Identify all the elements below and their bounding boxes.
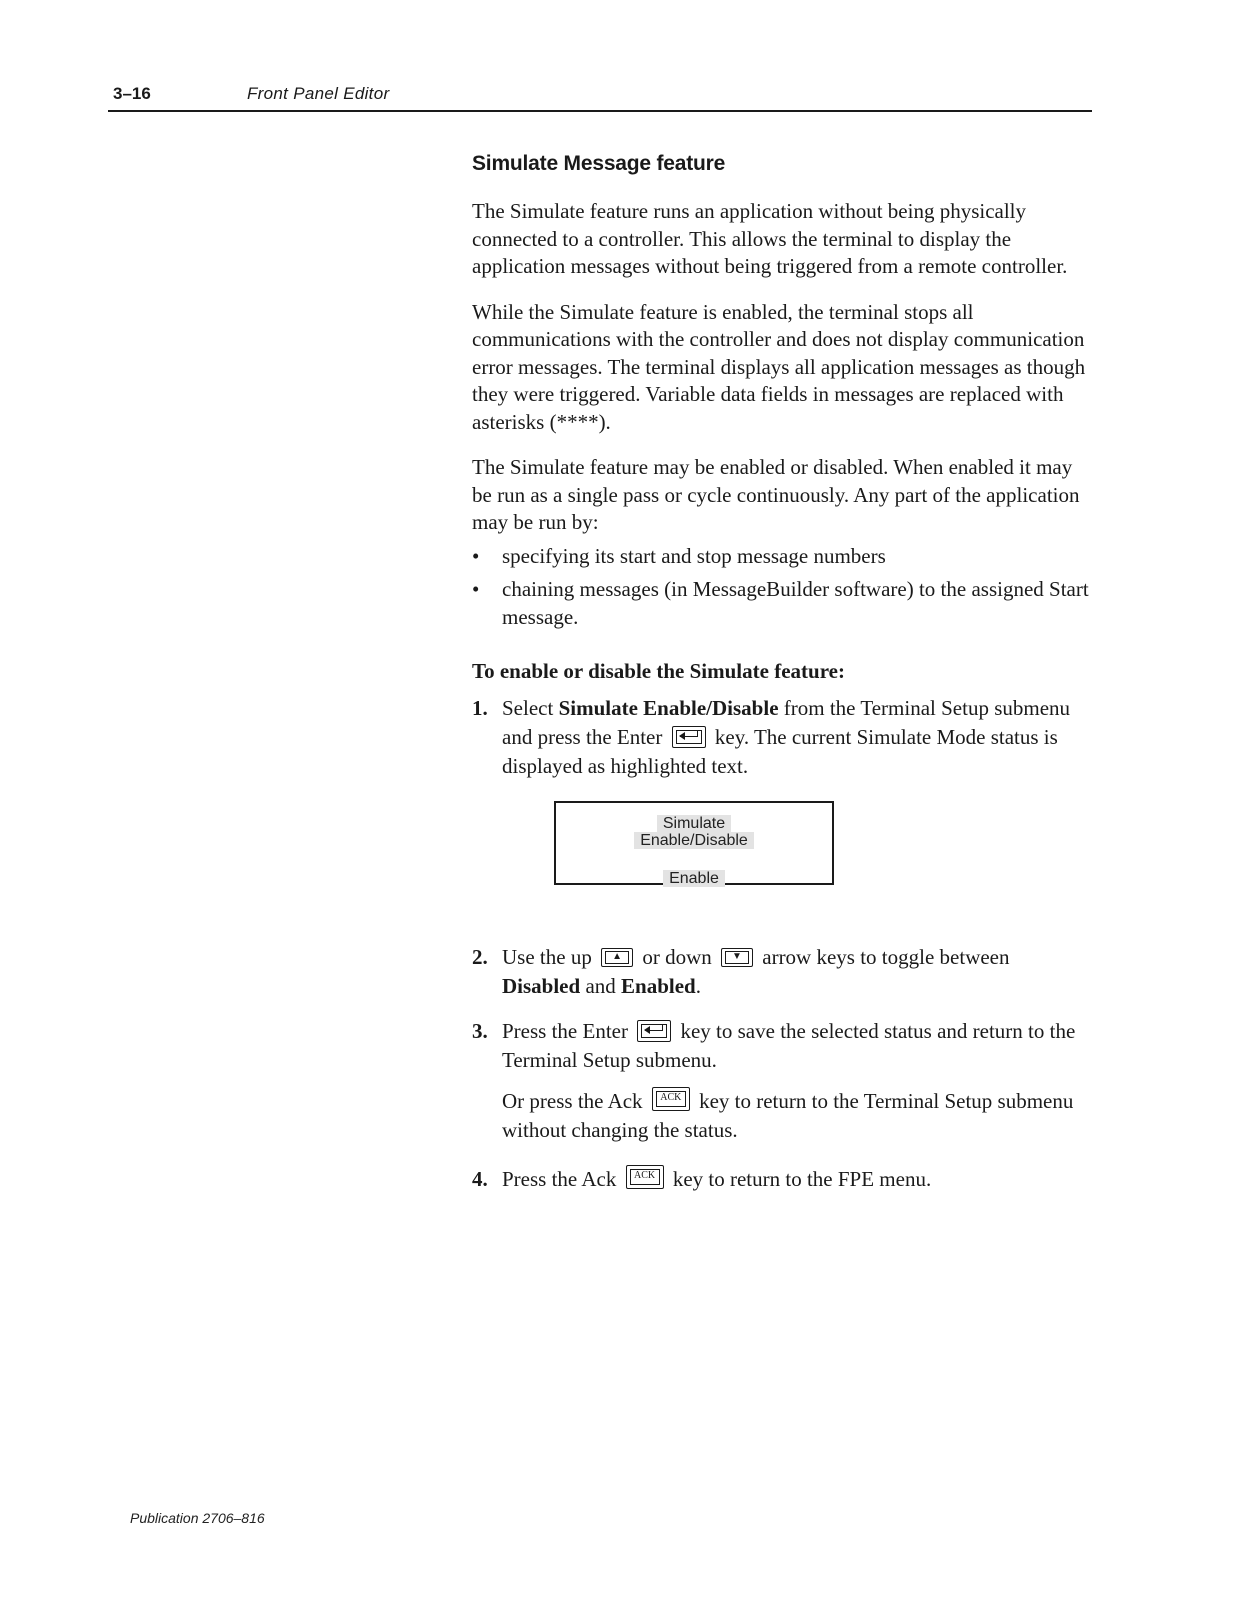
section-title: Simulate Message feature bbox=[472, 152, 726, 175]
step-3 bbox=[472, 1017, 1092, 1145]
main-content bbox=[472, 152, 1092, 1194]
page-number: 3–16 bbox=[113, 84, 151, 103]
bullet-icon: • bbox=[472, 543, 480, 568]
ack-key-icon: ACK bbox=[626, 1165, 664, 1189]
text-run: Select bbox=[502, 696, 559, 720]
text-run: key. The current Simulate Mode status is displayed as highlighted text. bbox=[502, 725, 1058, 778]
paragraph-enabled-behavior: While the Simulate feature is enabled, the terminal stops all communications with the controller and does not display communication error messages. The terminal displays all application messages as though they were triggered. Variable data fields in messages are replaced with asterisks (****). bbox=[472, 299, 1086, 434]
ack-key-icon: ACK bbox=[652, 1087, 690, 1111]
text-run: Use the up bbox=[502, 945, 598, 969]
step-number: 1. bbox=[472, 696, 488, 720]
list-item bbox=[472, 576, 1092, 631]
step-text bbox=[502, 943, 1092, 1001]
display-line-1: Simulate bbox=[657, 815, 731, 832]
paragraph-intro: The Simulate feature runs an application without being physically connected to a controller. This allows the terminal to display the application messages without being triggered from a remote controller. bbox=[472, 199, 1068, 278]
up-arrow-key-icon: ▲ bbox=[601, 948, 633, 967]
step-text bbox=[502, 1165, 1092, 1194]
step-number: 3. bbox=[472, 1019, 488, 1043]
step-text bbox=[502, 1017, 1092, 1075]
procedure-title: To enable or disable the Simulate feature: bbox=[472, 659, 845, 683]
text-run: key to return to the FPE menu. bbox=[667, 1167, 932, 1191]
publication-footer: Publication 2706–816 bbox=[130, 1510, 265, 1526]
text-run: or down bbox=[637, 945, 717, 969]
step-2 bbox=[472, 943, 1092, 1001]
paragraph-enable-disable: The Simulate feature may be enabled or disabled. When enabled it may be run as a single pass or cycle continuously. Any part of the application may be run by: bbox=[472, 455, 1080, 534]
enter-key-icon bbox=[637, 1020, 671, 1042]
text-run: and bbox=[580, 974, 622, 998]
bullet-icon: • bbox=[472, 577, 480, 601]
text-run: Press the Ack bbox=[502, 1167, 622, 1191]
terminal-display bbox=[554, 801, 834, 885]
option-disabled: Disabled bbox=[502, 974, 581, 998]
chapter-title: Front Panel Editor bbox=[247, 84, 390, 103]
text-run: Or press the Ack bbox=[502, 1089, 648, 1113]
bullet-list bbox=[472, 543, 1092, 632]
enter-key-icon bbox=[672, 726, 706, 748]
bullet-text: specifying its start and stop message numbers bbox=[502, 543, 886, 568]
down-arrow-key-icon: ▼ bbox=[721, 948, 753, 967]
step-number: 4. bbox=[472, 1167, 488, 1191]
text-run: arrow keys to toggle between bbox=[757, 945, 1010, 969]
step-number: 2. bbox=[472, 945, 488, 969]
menu-item-name: Simulate Enable/Disable bbox=[558, 696, 779, 720]
text-run: key to return to the Terminal Setup submenu without changing the status. bbox=[502, 1089, 1074, 1142]
text-run: Press the Enter bbox=[502, 1019, 634, 1043]
list-item bbox=[472, 543, 1092, 571]
header-rule bbox=[108, 110, 1092, 112]
text-run: from the Terminal Setup submenu and press the Enter bbox=[502, 696, 1071, 749]
step-alt-text bbox=[502, 1087, 1092, 1145]
display-line-2: Enable/Disable bbox=[634, 832, 754, 849]
display-status: Enable bbox=[663, 870, 725, 887]
step-text bbox=[502, 694, 1092, 781]
text-run: . bbox=[695, 974, 701, 998]
text-run: key to save the selected status and return to the Terminal Setup submenu. bbox=[502, 1019, 1076, 1072]
step-1 bbox=[472, 694, 1092, 885]
bullet-text: chaining messages (in MessageBuilder software) to the assigned Start message. bbox=[502, 577, 1089, 629]
step-4 bbox=[472, 1165, 1092, 1194]
option-enabled: Enabled bbox=[621, 974, 696, 998]
